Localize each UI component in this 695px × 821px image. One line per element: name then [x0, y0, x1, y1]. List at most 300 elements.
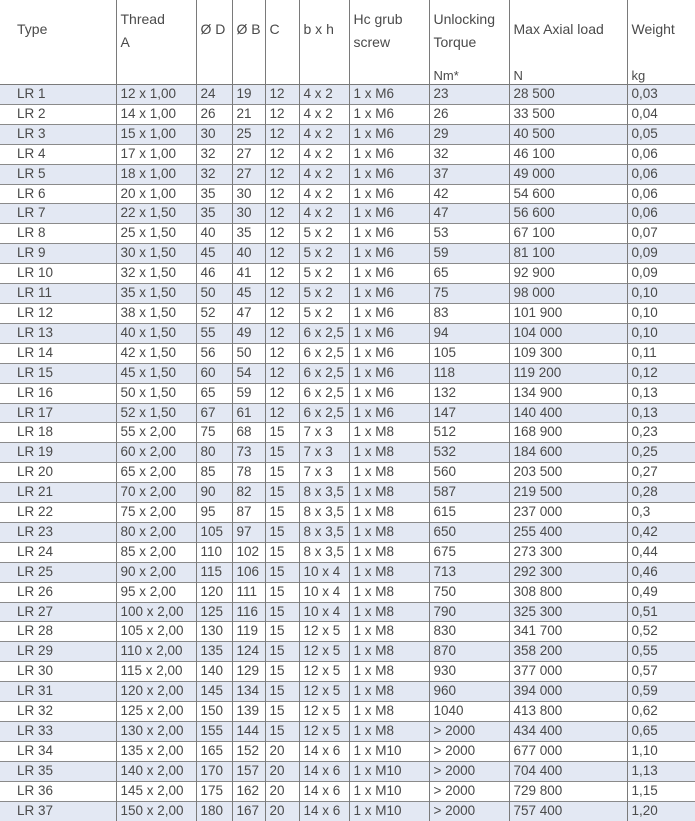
- grub-cell: 1 x M8: [349, 423, 429, 443]
- weight-cell: 0,23: [627, 423, 695, 443]
- grub-cell: 1 x M6: [349, 204, 429, 224]
- od-cell: 56: [196, 343, 232, 363]
- ob-cell: 102: [232, 542, 265, 562]
- torque-cell: 512: [429, 423, 509, 443]
- unit-torque: Nm*: [429, 67, 509, 85]
- c-cell: 15: [265, 682, 299, 702]
- table-row: [0, 323, 695, 343]
- bxh-cell: 14 x 6: [299, 801, 349, 820]
- thread-cell: 125 x 2,00: [116, 702, 196, 722]
- thread-cell: 50 x 1,50: [116, 383, 196, 403]
- axial-cell: 677 000: [509, 741, 627, 761]
- weight-cell: 0,10: [627, 303, 695, 323]
- ob-cell: 25: [232, 124, 265, 144]
- weight-cell: 0,09: [627, 244, 695, 264]
- c-cell: 12: [265, 244, 299, 264]
- od-cell: 90: [196, 483, 232, 503]
- ob-cell: 111: [232, 582, 265, 602]
- c-cell: 12: [265, 144, 299, 164]
- od-cell: 50: [196, 284, 232, 304]
- table-row: [0, 622, 695, 642]
- thread-cell: 42 x 1,50: [116, 343, 196, 363]
- od-cell: 65: [196, 383, 232, 403]
- ob-cell: 45: [232, 284, 265, 304]
- od-cell: 120: [196, 582, 232, 602]
- axial-cell: 308 800: [509, 582, 627, 602]
- ob-cell: 134: [232, 682, 265, 702]
- thread-cell: 90 x 2,00: [116, 562, 196, 582]
- bxh-cell: 6 x 2,5: [299, 363, 349, 383]
- c-cell: 15: [265, 662, 299, 682]
- grub-cell: 1 x M8: [349, 722, 429, 742]
- axial-cell: 56 600: [509, 204, 627, 224]
- table-row: [0, 343, 695, 363]
- c-cell: 15: [265, 463, 299, 483]
- axial-cell: 237 000: [509, 503, 627, 523]
- type-cell: LR 25: [0, 562, 116, 582]
- grub-cell: 1 x M8: [349, 522, 429, 542]
- ob-cell: 157: [232, 761, 265, 781]
- table-row: [0, 682, 695, 702]
- table-row: [0, 602, 695, 622]
- weight-cell: 0,06: [627, 164, 695, 184]
- thread-cell: 15 x 1,00: [116, 124, 196, 144]
- ob-cell: 78: [232, 463, 265, 483]
- thread-cell: 150 x 2,00: [116, 801, 196, 820]
- table-row: [0, 403, 695, 423]
- unit-axial: N: [509, 67, 627, 85]
- type-cell: LR 6: [0, 184, 116, 204]
- type-cell: LR 37: [0, 801, 116, 820]
- weight-cell: 0,27: [627, 463, 695, 483]
- bxh-cell: 12 x 5: [299, 702, 349, 722]
- c-cell: 12: [265, 204, 299, 224]
- thread-cell: 65 x 2,00: [116, 463, 196, 483]
- thread-cell: 70 x 2,00: [116, 483, 196, 503]
- torque-cell: 37: [429, 164, 509, 184]
- thread-cell: 80 x 2,00: [116, 522, 196, 542]
- table-row: [0, 761, 695, 781]
- od-cell: 30: [196, 124, 232, 144]
- grub-cell: 1 x M8: [349, 602, 429, 622]
- header-thread-line1: Thread: [120, 11, 165, 27]
- ob-cell: 106: [232, 562, 265, 582]
- od-cell: 45: [196, 244, 232, 264]
- table-row: [0, 184, 695, 204]
- thread-cell: 52 x 1,50: [116, 403, 196, 423]
- c-cell: 15: [265, 522, 299, 542]
- grub-cell: 1 x M6: [349, 224, 429, 244]
- torque-cell: 1040: [429, 702, 509, 722]
- od-cell: 175: [196, 781, 232, 801]
- grub-cell: 1 x M10: [349, 781, 429, 801]
- grub-cell: 1 x M6: [349, 244, 429, 264]
- type-cell: LR 14: [0, 343, 116, 363]
- weight-cell: 0,06: [627, 184, 695, 204]
- od-cell: 85: [196, 463, 232, 483]
- axial-cell: 394 000: [509, 682, 627, 702]
- axial-cell: 184 600: [509, 443, 627, 463]
- weight-cell: 0,05: [627, 124, 695, 144]
- od-cell: 75: [196, 423, 232, 443]
- header-torque-line2: Torque: [433, 34, 477, 50]
- thread-cell: 12 x 1,00: [116, 85, 196, 105]
- bxh-cell: 7 x 3: [299, 443, 349, 463]
- torque-cell: 23: [429, 85, 509, 105]
- axial-cell: 49 000: [509, 164, 627, 184]
- ob-cell: 40: [232, 244, 265, 264]
- axial-cell: 40 500: [509, 124, 627, 144]
- weight-cell: 0,51: [627, 602, 695, 622]
- table-row: [0, 104, 695, 124]
- grub-cell: 1 x M10: [349, 741, 429, 761]
- torque-cell: 83: [429, 303, 509, 323]
- unit-c: [265, 67, 299, 85]
- c-cell: 15: [265, 582, 299, 602]
- thread-cell: 130 x 2,00: [116, 722, 196, 742]
- thread-cell: 145 x 2,00: [116, 781, 196, 801]
- ob-cell: 139: [232, 702, 265, 722]
- axial-cell: 273 300: [509, 542, 627, 562]
- od-cell: 145: [196, 682, 232, 702]
- weight-cell: 0,59: [627, 682, 695, 702]
- grub-cell: 1 x M6: [349, 284, 429, 304]
- ob-cell: 162: [232, 781, 265, 801]
- axial-cell: 434 400: [509, 722, 627, 742]
- torque-cell: 615: [429, 503, 509, 523]
- ob-cell: 152: [232, 741, 265, 761]
- thread-cell: 115 x 2,00: [116, 662, 196, 682]
- c-cell: 12: [265, 403, 299, 423]
- torque-cell: 75: [429, 284, 509, 304]
- grub-cell: 1 x M6: [349, 303, 429, 323]
- ob-cell: 41: [232, 264, 265, 284]
- weight-cell: 0,10: [627, 323, 695, 343]
- grub-cell: 1 x M6: [349, 164, 429, 184]
- weight-cell: 0,3: [627, 503, 695, 523]
- header-grub-line2: screw: [353, 34, 391, 50]
- bxh-cell: 6 x 2,5: [299, 383, 349, 403]
- torque-cell: 132: [429, 383, 509, 403]
- axial-cell: 92 900: [509, 264, 627, 284]
- thread-cell: 85 x 2,00: [116, 542, 196, 562]
- od-cell: 95: [196, 503, 232, 523]
- grub-cell: 1 x M8: [349, 463, 429, 483]
- type-cell: LR 18: [0, 423, 116, 443]
- type-cell: LR 22: [0, 503, 116, 523]
- bxh-cell: 8 x 3,5: [299, 522, 349, 542]
- c-cell: 15: [265, 562, 299, 582]
- unit-od: [196, 67, 232, 85]
- unit-grub: [349, 67, 429, 85]
- type-cell: LR 20: [0, 463, 116, 483]
- bxh-cell: 6 x 2,5: [299, 343, 349, 363]
- c-cell: 12: [265, 363, 299, 383]
- od-cell: 115: [196, 562, 232, 582]
- od-cell: 26: [196, 104, 232, 124]
- grub-cell: 1 x M8: [349, 622, 429, 642]
- bxh-cell: 8 x 3,5: [299, 542, 349, 562]
- axial-cell: 168 900: [509, 423, 627, 443]
- axial-cell: 757 400: [509, 801, 627, 820]
- od-cell: 105: [196, 522, 232, 542]
- bxh-cell: 14 x 6: [299, 741, 349, 761]
- bxh-cell: 5 x 2: [299, 284, 349, 304]
- axial-cell: 219 500: [509, 483, 627, 503]
- table-body: [0, 85, 695, 821]
- thread-cell: 135 x 2,00: [116, 741, 196, 761]
- grub-cell: 1 x M6: [349, 343, 429, 363]
- od-cell: 35: [196, 204, 232, 224]
- type-cell: LR 36: [0, 781, 116, 801]
- unit-type: [0, 67, 116, 85]
- c-cell: 20: [265, 781, 299, 801]
- c-cell: 15: [265, 602, 299, 622]
- axial-cell: 46 100: [509, 144, 627, 164]
- ob-cell: 144: [232, 722, 265, 742]
- grub-cell: 1 x M6: [349, 323, 429, 343]
- od-cell: 125: [196, 602, 232, 622]
- od-cell: 35: [196, 184, 232, 204]
- thread-cell: 45 x 1,50: [116, 363, 196, 383]
- thread-cell: 18 x 1,00: [116, 164, 196, 184]
- ob-cell: 35: [232, 224, 265, 244]
- torque-cell: 94: [429, 323, 509, 343]
- header-thread: [116, 0, 196, 67]
- thread-cell: 20 x 1,00: [116, 184, 196, 204]
- thread-cell: 120 x 2,00: [116, 682, 196, 702]
- header-thread-line2: A: [120, 34, 130, 50]
- weight-cell: 0,57: [627, 662, 695, 682]
- axial-cell: 101 900: [509, 303, 627, 323]
- ob-cell: 119: [232, 622, 265, 642]
- grub-cell: 1 x M8: [349, 682, 429, 702]
- type-cell: LR 35: [0, 761, 116, 781]
- grub-cell: 1 x M8: [349, 562, 429, 582]
- table-row: [0, 144, 695, 164]
- torque-cell: > 2000: [429, 741, 509, 761]
- od-cell: 150: [196, 702, 232, 722]
- bxh-cell: 6 x 2,5: [299, 403, 349, 423]
- torque-cell: 960: [429, 682, 509, 702]
- od-cell: 110: [196, 542, 232, 562]
- grub-cell: 1 x M6: [349, 403, 429, 423]
- c-cell: 12: [265, 343, 299, 363]
- type-cell: LR 17: [0, 403, 116, 423]
- bxh-cell: 7 x 3: [299, 463, 349, 483]
- ob-cell: 97: [232, 522, 265, 542]
- od-cell: 180: [196, 801, 232, 820]
- weight-cell: 0,49: [627, 582, 695, 602]
- weight-cell: 1,20: [627, 801, 695, 820]
- grub-cell: 1 x M6: [349, 144, 429, 164]
- grub-cell: 1 x M10: [349, 801, 429, 820]
- ob-cell: 50: [232, 343, 265, 363]
- weight-cell: 0,12: [627, 363, 695, 383]
- bxh-cell: 14 x 6: [299, 781, 349, 801]
- weight-cell: 0,62: [627, 702, 695, 722]
- unit-bxh: [299, 67, 349, 85]
- type-cell: LR 11: [0, 284, 116, 304]
- table-row: [0, 463, 695, 483]
- ob-cell: 167: [232, 801, 265, 820]
- table-row: [0, 224, 695, 244]
- type-cell: LR 16: [0, 383, 116, 403]
- c-cell: 12: [265, 164, 299, 184]
- torque-cell: 147: [429, 403, 509, 423]
- grub-cell: 1 x M8: [349, 483, 429, 503]
- thread-cell: 105 x 2,00: [116, 622, 196, 642]
- header-torque: [429, 0, 509, 67]
- table-row: [0, 423, 695, 443]
- ob-cell: 21: [232, 104, 265, 124]
- table-row: [0, 284, 695, 304]
- grub-cell: 1 x M6: [349, 124, 429, 144]
- weight-cell: 1,13: [627, 761, 695, 781]
- unit-ob: [232, 67, 265, 85]
- c-cell: 20: [265, 801, 299, 820]
- bxh-cell: 12 x 5: [299, 642, 349, 662]
- c-cell: 15: [265, 542, 299, 562]
- weight-cell: 0,13: [627, 403, 695, 423]
- ob-cell: 47: [232, 303, 265, 323]
- grub-cell: 1 x M6: [349, 363, 429, 383]
- torque-cell: > 2000: [429, 781, 509, 801]
- type-cell: LR 23: [0, 522, 116, 542]
- type-cell: LR 13: [0, 323, 116, 343]
- thread-cell: 22 x 1,50: [116, 204, 196, 224]
- bxh-cell: 5 x 2: [299, 303, 349, 323]
- torque-cell: 65: [429, 264, 509, 284]
- header-row: [0, 0, 695, 67]
- table-row: [0, 363, 695, 383]
- axial-cell: 81 100: [509, 244, 627, 264]
- bxh-cell: 4 x 2: [299, 164, 349, 184]
- thread-cell: 14 x 1,00: [116, 104, 196, 124]
- table-row: [0, 781, 695, 801]
- c-cell: 12: [265, 284, 299, 304]
- axial-cell: 98 000: [509, 284, 627, 304]
- table-row: [0, 303, 695, 323]
- table-row: [0, 562, 695, 582]
- torque-cell: 650: [429, 522, 509, 542]
- table-row: [0, 85, 695, 105]
- bxh-cell: 12 x 5: [299, 662, 349, 682]
- axial-cell: 358 200: [509, 642, 627, 662]
- c-cell: 12: [265, 85, 299, 105]
- od-cell: 135: [196, 642, 232, 662]
- c-cell: 20: [265, 761, 299, 781]
- grub-cell: 1 x M6: [349, 104, 429, 124]
- header-grub-line1: Hc grub: [353, 11, 403, 27]
- od-cell: 170: [196, 761, 232, 781]
- c-cell: 15: [265, 642, 299, 662]
- ob-cell: 59: [232, 383, 265, 403]
- type-cell: LR 5: [0, 164, 116, 184]
- type-cell: LR 12: [0, 303, 116, 323]
- ob-cell: 87: [232, 503, 265, 523]
- c-cell: 15: [265, 423, 299, 443]
- table-row: [0, 503, 695, 523]
- weight-cell: 0,42: [627, 522, 695, 542]
- grub-cell: 1 x M10: [349, 761, 429, 781]
- type-cell: LR 34: [0, 741, 116, 761]
- torque-cell: 713: [429, 562, 509, 582]
- torque-cell: > 2000: [429, 761, 509, 781]
- thread-cell: 35 x 1,50: [116, 284, 196, 304]
- thread-cell: 110 x 2,00: [116, 642, 196, 662]
- od-cell: 55: [196, 323, 232, 343]
- type-cell: LR 33: [0, 722, 116, 742]
- table-row: [0, 483, 695, 503]
- axial-cell: 255 400: [509, 522, 627, 542]
- torque-cell: 59: [429, 244, 509, 264]
- od-cell: 40: [196, 224, 232, 244]
- torque-cell: 32: [429, 144, 509, 164]
- torque-cell: 47: [429, 204, 509, 224]
- weight-cell: 0,03: [627, 85, 695, 105]
- header-axial: Max Axial load: [509, 0, 627, 67]
- axial-cell: 341 700: [509, 622, 627, 642]
- axial-cell: 729 800: [509, 781, 627, 801]
- axial-cell: 104 000: [509, 323, 627, 343]
- torque-cell: 930: [429, 662, 509, 682]
- header-ob: Ø B: [232, 0, 265, 67]
- od-cell: 155: [196, 722, 232, 742]
- od-cell: 67: [196, 403, 232, 423]
- c-cell: 12: [265, 224, 299, 244]
- ob-cell: 129: [232, 662, 265, 682]
- type-cell: LR 10: [0, 264, 116, 284]
- bxh-cell: 12 x 5: [299, 722, 349, 742]
- thread-cell: 60 x 2,00: [116, 443, 196, 463]
- c-cell: 12: [265, 303, 299, 323]
- thread-cell: 32 x 1,50: [116, 264, 196, 284]
- torque-cell: 830: [429, 622, 509, 642]
- c-cell: 12: [265, 323, 299, 343]
- torque-cell: 790: [429, 602, 509, 622]
- od-cell: 32: [196, 164, 232, 184]
- type-cell: LR 2: [0, 104, 116, 124]
- axial-cell: 67 100: [509, 224, 627, 244]
- axial-cell: 109 300: [509, 343, 627, 363]
- table-row: [0, 722, 695, 742]
- weight-cell: 0,65: [627, 722, 695, 742]
- torque-cell: 587: [429, 483, 509, 503]
- ob-cell: 124: [232, 642, 265, 662]
- ob-cell: 49: [232, 323, 265, 343]
- weight-cell: 0,25: [627, 443, 695, 463]
- weight-cell: 0,09: [627, 264, 695, 284]
- ob-cell: 27: [232, 144, 265, 164]
- table-row: [0, 204, 695, 224]
- axial-cell: 325 300: [509, 602, 627, 622]
- c-cell: 12: [265, 383, 299, 403]
- type-cell: LR 9: [0, 244, 116, 264]
- axial-cell: 28 500: [509, 85, 627, 105]
- torque-cell: 53: [429, 224, 509, 244]
- type-cell: LR 28: [0, 622, 116, 642]
- table-row: [0, 522, 695, 542]
- weight-cell: 1,15: [627, 781, 695, 801]
- c-cell: 15: [265, 483, 299, 503]
- thread-cell: 95 x 2,00: [116, 582, 196, 602]
- ob-cell: 68: [232, 423, 265, 443]
- table-row: [0, 164, 695, 184]
- bxh-cell: 4 x 2: [299, 204, 349, 224]
- ob-cell: 54: [232, 363, 265, 383]
- type-cell: LR 7: [0, 204, 116, 224]
